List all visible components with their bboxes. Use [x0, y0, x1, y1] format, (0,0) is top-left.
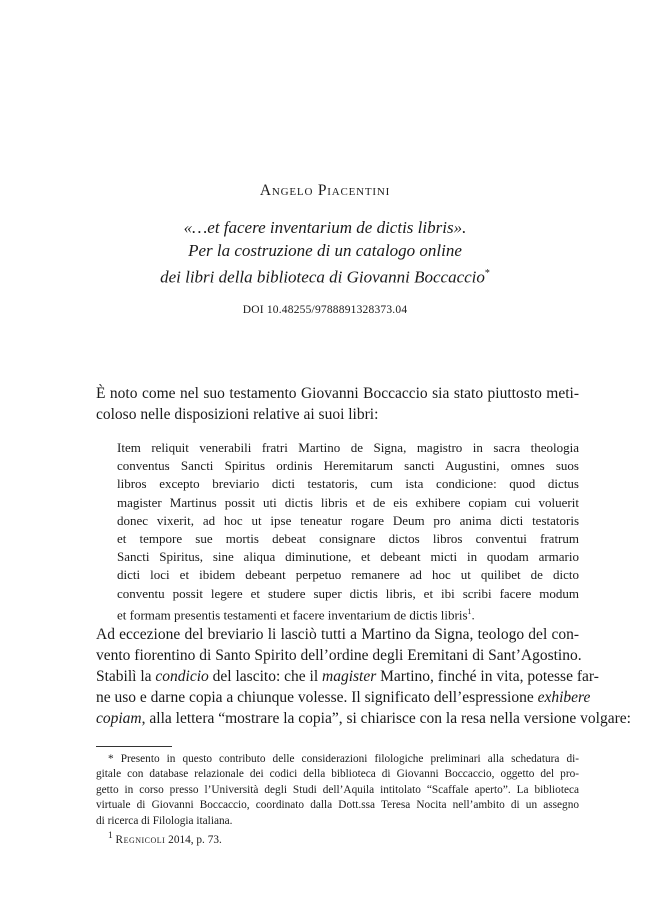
footnote-line: gitale con database relazionale dei codici della biblioteca di Giovanni Boccaccio, oggetto del pro-: [96, 768, 579, 781]
italic-term: exhibere: [537, 689, 591, 706]
doi: DOI 10.48255/9788891328373.04: [242, 304, 408, 316]
text-line-content: Ad eccezione del breviario li lasciò tutti a Martino da Signa, teologo del con-: [96, 626, 579, 643]
author-name: Angelo Piacentini: [259, 182, 391, 199]
text-run: Stabilì la: [96, 668, 156, 685]
title-line: «…et facere inventarium de dictis libris».: [183, 218, 467, 237]
title-line: [0, 262, 650, 289]
quote-line: donec vixerit, ad hoc ut ipse teneatur rogare Deum pro anima dicti testatoris: [117, 512, 579, 528]
title-line: Per la costruzione di un catalogo online: [188, 241, 462, 260]
quote-line: libros excepto breviario dicti testatoris, cum ista condicione: quod dictus: [117, 476, 579, 492]
text-line: coloso nelle disposizioni relative ai suoi libri:: [96, 406, 379, 423]
title-footnote-mark: *: [484, 268, 490, 279]
footnote-line: di ricerca di Filologia italiana.: [96, 814, 233, 827]
italic-term: condicio: [155, 668, 209, 685]
paragraph-1: [96, 383, 579, 425]
block-quote: [117, 439, 579, 624]
title-line-text: dei libri della biblioteca di Giovanni Boccaccio: [160, 267, 485, 287]
italic-term: magister: [322, 668, 377, 685]
footnotes: [96, 752, 579, 848]
quote-line: [117, 603, 579, 625]
quote-line: Sancti Spiritus, sine aliqua diminutione, et debeant micti in quodam armario: [117, 549, 579, 565]
footnote-1-mark: 1: [108, 831, 113, 842]
article-title: [0, 216, 650, 289]
footnote-1-author: Regnicoli: [115, 833, 166, 846]
quote-line: dicti loci et ibidem debeant perpetuo remanere ad hoc ut quilibet de dicto: [117, 567, 579, 583]
text-line: vento fiorentino di Santo Spirito dell’ordine degli Eremitani di Sant’Agostino.: [96, 647, 582, 664]
quote-line: magister Martinus possit uti dictis libris et de eis exhibere copiam cui voluerit: [117, 494, 579, 510]
footnote-1-text: 2014, p. 73.: [165, 833, 222, 846]
text-line: [96, 687, 591, 708]
text-run: del lascito: che il: [208, 668, 322, 685]
quote-line: et tempore sue mortis debeat consignare dictos libros conventui fratrum: [117, 531, 579, 547]
text-line: [96, 624, 579, 645]
italic-term: copiam: [96, 710, 142, 727]
quote-line: conventus Sancti Spiritus ordinis Heremitarum sancti Augustini, omnes suos: [117, 458, 579, 474]
footnote-line: virtuale di Giovanni Boccaccio, coordinato dalla Dott.ssa Teresa Nocita nell’ambito di un assegno: [96, 799, 579, 812]
text-line: È noto come nel suo testamento Giovanni Boccaccio sia stato piuttosto meti-: [96, 385, 579, 402]
quote-line-text: et formam presentis testamenti et facere inventarium de dictis libris: [117, 607, 468, 623]
text-line: [96, 708, 631, 729]
text-line: [96, 666, 599, 687]
footnote-ref-1[interactable]: 1: [467, 606, 472, 616]
text-run: ne uso e darne copia a chiunque volesse. Il significato dell’espressione: [96, 689, 534, 706]
quote-end: .: [471, 607, 475, 623]
paragraph-2: [96, 624, 631, 729]
text-run: , alla lettera “mostrare la copia”, si chiarisce con la resa nella versione volgare:: [141, 710, 631, 727]
quote-line: conventu possit legere et studere super dictis libris, et ibi scribi facere modum: [117, 585, 579, 601]
quote-line: Item reliquit venerabili fratri Martino de Signa, magistro in sacra theologia: [117, 440, 579, 455]
text-run: Martino, finché in vita, potesse far-: [376, 668, 599, 685]
footnote-line: * Presento in questo contributo delle considerazioni filologiche preliminari alla schedatura di-: [108, 753, 579, 765]
footnote-line: getto in corso presso l’Università degli Studi dell’Aquila intitolato “Scaffale aperto”. La biblioteca: [96, 783, 579, 796]
footnote-separator: [96, 746, 172, 747]
footnote-1: [96, 829, 579, 848]
